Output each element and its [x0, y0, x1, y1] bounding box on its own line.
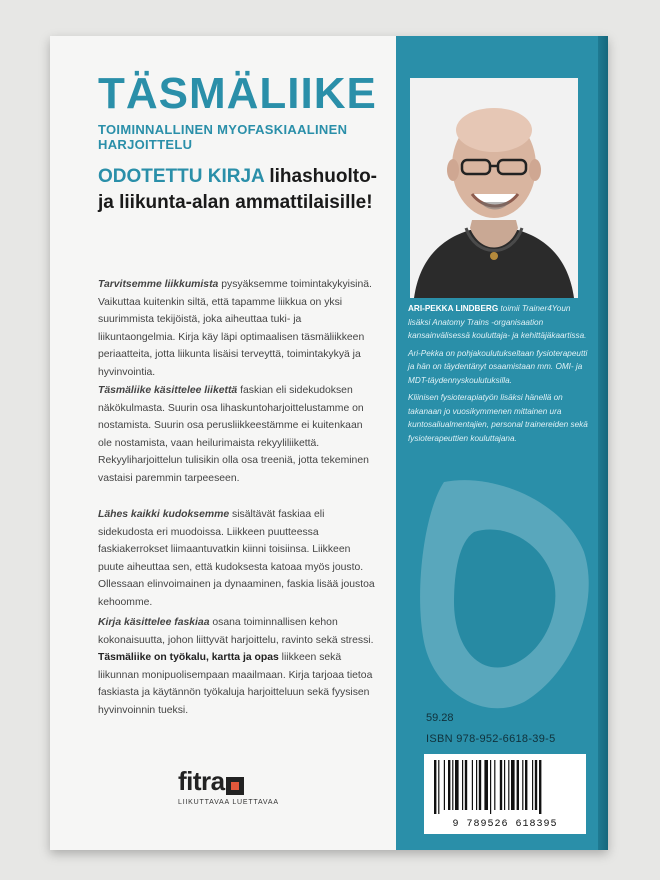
headline	[98, 164, 388, 216]
paragraph-lead: Tarvitsemme liikkumista	[98, 279, 219, 290]
author-name: ARI-PEKKA LINDBERG	[408, 304, 499, 313]
paragraph-1	[98, 276, 378, 381]
paragraph-lead: Kirja käsittelee faskiaa	[98, 617, 210, 628]
barcode-bar	[500, 760, 502, 810]
barcode-bar	[479, 760, 481, 810]
author-bio-p3: Kliinisen fysioterapiatyön lisäksi hänellä on takanaan jo vuosikymmenen mittainen ura kuntosaliualmentajien, personal trainereiden sekä fysioterapeuttien kouluttajana.	[408, 393, 588, 443]
barcode-bar	[508, 760, 509, 810]
barcode-bar	[438, 760, 439, 814]
barcode	[424, 754, 586, 834]
book-subtitle: TOIMINNALLINEN MYOFASKIAALINEN HARJOITTELU	[98, 122, 348, 152]
text-panel	[50, 36, 396, 850]
publisher-name: fitra	[178, 766, 225, 796]
barcode-bar	[522, 760, 523, 810]
barcode-bar	[532, 760, 533, 810]
barcode-bar	[462, 760, 463, 810]
paragraph-2	[98, 382, 378, 487]
barcode-bars	[424, 754, 586, 816]
author-bio-p1: toimii Trainer4Youn lisäksi Anatomy Trains -organisaation kansainvälisessä kouluttaja- ja kehittäjäkaartissa.	[408, 304, 587, 340]
barcode-bar	[455, 760, 459, 810]
author-bio-p2: Ari-Pekka on pohjakoulutukseltaan fysioterapeutti ja hän on täydentänyt osaamistaan mm. OMI- ja MDT-täydennyskoulutuksilla.	[408, 348, 588, 385]
barcode-bar	[465, 760, 467, 810]
headline-rest-1: lihashuolto-	[264, 166, 378, 187]
barcode-bar	[494, 760, 495, 810]
barcode-bar	[448, 760, 450, 810]
author-panel	[396, 36, 608, 850]
barcode-digits: 9 789526 618395	[452, 819, 558, 830]
barcode-bar	[511, 760, 515, 810]
paragraph-strong: Täsmäliike on työkalu, kartta ja opas	[98, 652, 279, 663]
author-photo	[410, 78, 578, 298]
paragraph-text: sisältävät faskiaa eli sidekudosta eri muodoissa. Liikkeen puutteessa faskiakerrokset liimaantuvatkin kiinni toisiinsa. Liikkeen puute aiheuttaa sen, että kudoksesta katoaa myös jousto. Ollessaan elinvoimainen ja dynaaminen, faskia lisää joustoa kehoomme.	[98, 509, 375, 608]
publisher-logo	[178, 766, 279, 806]
barcode-bar	[525, 760, 527, 810]
barcode-bar	[476, 760, 477, 810]
classification-code: 59.28	[426, 712, 454, 724]
barcode-bar	[504, 760, 505, 810]
publisher-tagline: LIIKUTTAVAA LUETTAVAA	[178, 799, 279, 806]
paragraph-text: osana toiminnallisen kehon kokonaisuutta, johon liittyvät harjoittelu, ravinto sekä stressi.	[98, 617, 374, 646]
barcode-bar	[539, 760, 541, 814]
paragraph-lead: Lähes kaikki kudoksemme	[98, 509, 230, 520]
paragraph-text: faskian eli sidekudoksen näkökulmasta. Suurin osa lihaskuntoharjoittelustamme on nostamista. Suurin osa perusliikkeestämme ei kuitenkaan ole nostamista, vaan heilurimaista rekyyliliikettä. Rekyyliharjoittelun tulisikin olla osa treeniä, jotta tekeminen vastaisi paremmin tarpeeseen.	[98, 385, 369, 484]
paragraph-3	[98, 506, 378, 611]
barcode-bar	[484, 760, 488, 810]
paragraph-4	[98, 614, 378, 719]
headline-accent: ODOTETTU KIRJA	[98, 166, 265, 187]
paragraph-lead: Täsmäliike käsittelee liikettä	[98, 385, 238, 396]
barcode-bar	[444, 760, 445, 810]
author-bio	[408, 302, 590, 449]
book-title: TÄSMÄLIIKE	[98, 69, 377, 118]
barcode-bar	[490, 760, 491, 814]
isbn: ISBN 978-952-6618-39-5	[426, 733, 556, 745]
barcode-bar	[517, 760, 519, 810]
barcode-bar	[535, 760, 537, 810]
barcode-bar	[434, 760, 436, 814]
barcode-bar	[472, 760, 473, 810]
barcode-bar	[452, 760, 453, 810]
spine-edge	[598, 36, 608, 850]
publisher-mark-icon	[226, 777, 244, 795]
paragraph-text-2: liikkeen sekä liikunnan monipuolisempaan maailmaan. Kirja tarjoaa tietoa faskiasta ja käytännön työkaluja harjoitteluun sekä fyysisen hyvinvoinnin tueksi.	[98, 652, 373, 716]
headline-rest-2: ja liikunta-alan ammattilaisille!	[98, 192, 373, 213]
background-watermark	[414, 472, 600, 712]
paragraph-text: pysyäksemme toimintakykyisinä. Vaikuttaa kuitenkin siltä, että tapamme liikkua on yksi suurimmista tekijöistä, joka aiheuttaa tuki- ja liikuntaongelmia. Kirja käy läpi optimaalisen täsmäliikkeen periaatteita, jotta liikunta lisäisi terveyttä, toimintakykyä ja hyvinvointia.	[98, 279, 372, 378]
book-back-cover	[50, 36, 608, 850]
